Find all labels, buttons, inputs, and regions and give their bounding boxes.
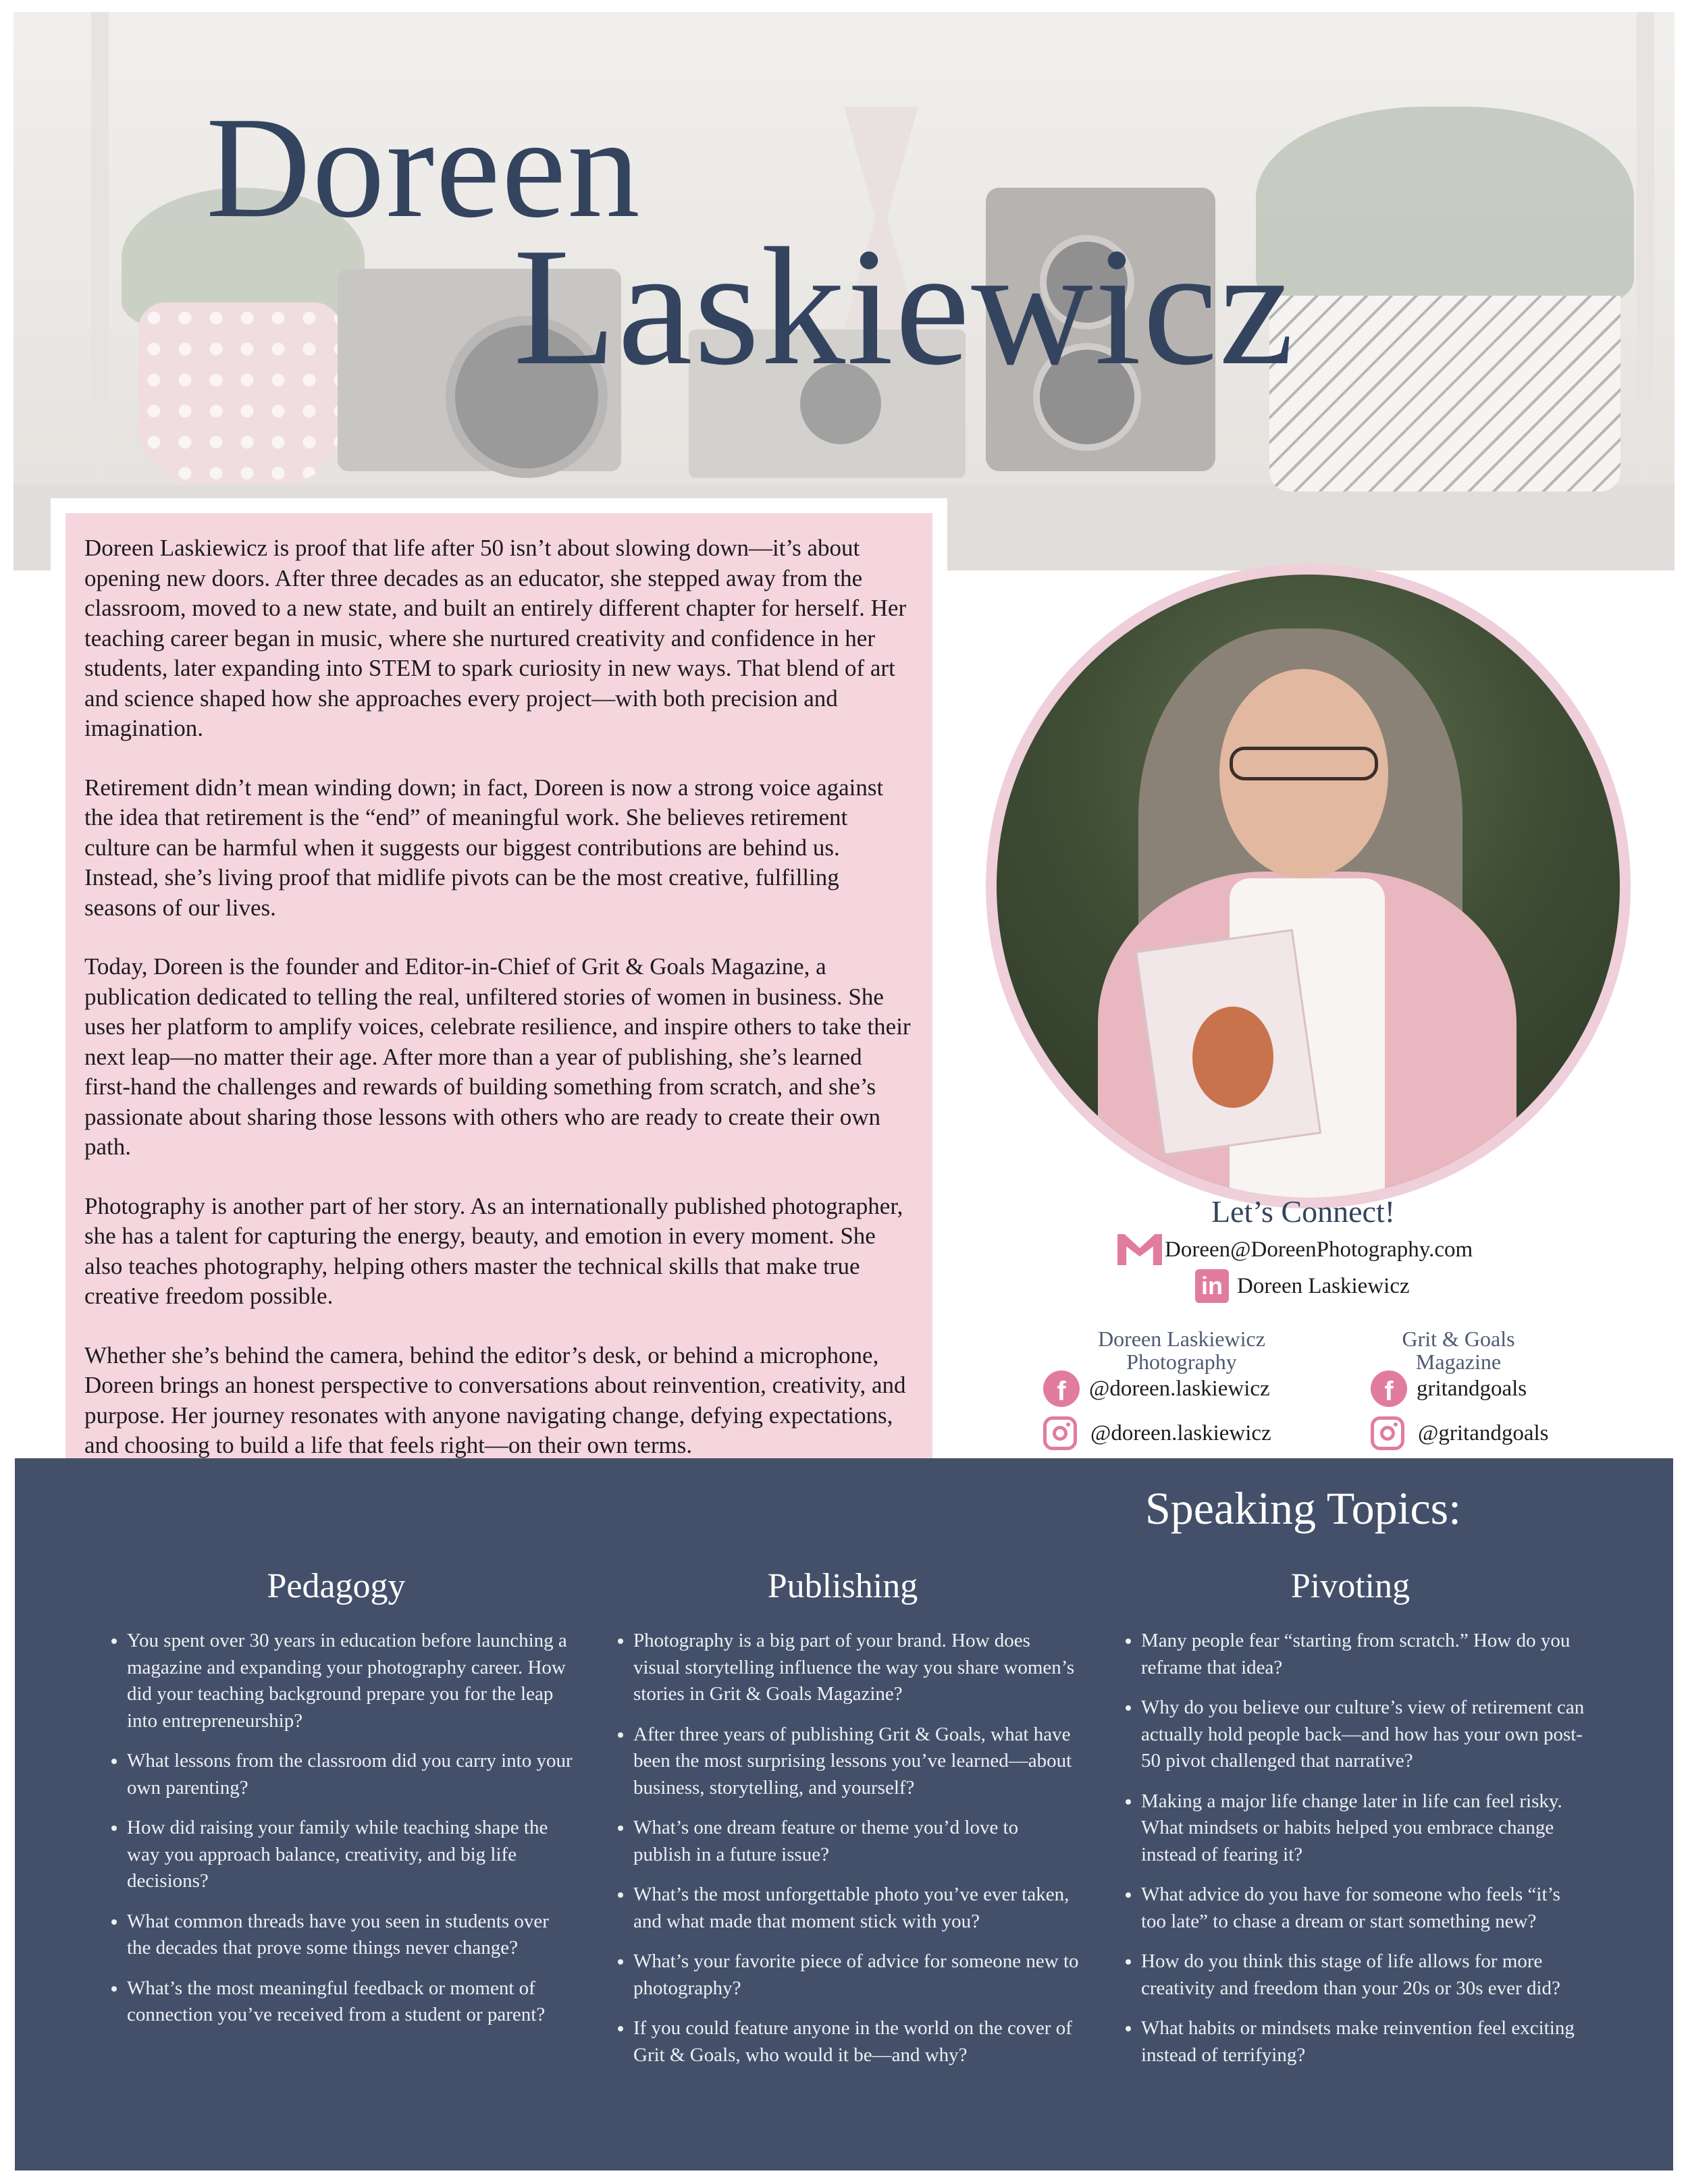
facebook-handle: @doreen.laskiewicz <box>1089 1376 1270 1401</box>
topic-item: • What common threads have you seen in students over the decades that prove some things never change? <box>127 1909 573 1962</box>
topic-item: • How do you think this stage of life allows for more creativity and freedom than your 20s or 30s ever did? <box>1141 1948 1587 2002</box>
topic-column-pivoting <box>1114 1566 1587 2082</box>
portrait-frame <box>986 564 1631 1208</box>
instagram-handle: @doreen.laskiewicz <box>1090 1420 1271 1445</box>
bio-paragraph: Today, Doreen is the founder and Editor-in-Chief of Grit & Goals Magazine, a publication dedicated to telling the real, unfiltered stories of women in business. She uses her platform to amplify voices, celebrate resilience, and inspire others to take their next leap—no matter their age. After more than a year of publishing, she’s learned first-hand the challenges and rewards of building something from scratch, and she’s passionate about sharing those lessons with others who are ready to create their own path. <box>84 953 911 1160</box>
instagram-icon <box>1371 1416 1404 1450</box>
bio-paragraph: Whether she’s behind the camera, behind the editor’s desk, or behind a microphone, Doreen brings an honest perspective to conversations about reinvention, creativity, and purpose. Her journey resonates with anyone navigating change, defying expectations, and choosing to build a life that feels right—on their own terms. <box>84 1341 906 1458</box>
magazine-facebook-link[interactable] <box>1371 1370 1527 1407</box>
topic-item: • Why do you believe our culture’s view of retirement can actually hold people back—and how has your own post-50 pivot challenged that narrative? <box>1141 1695 1587 1775</box>
topic-item: • How did raising your family while teaching shape the way you approach balance, creativity, and big life decisions? <box>127 1815 573 1895</box>
portrait-glasses <box>1230 747 1378 780</box>
magazine-cover-photo <box>1192 1007 1273 1108</box>
facebook-handle: gritandgoals <box>1417 1376 1527 1401</box>
photography-instagram-link[interactable] <box>1043 1416 1271 1450</box>
topic-column-pedagogy <box>100 1566 573 2042</box>
facebook-icon: f <box>1043 1370 1080 1407</box>
bio-text-panel <box>65 513 932 1510</box>
topic-list <box>1114 1628 1587 2069</box>
topic-item: • What lessons from the classroom did you carry into your own parenting? <box>127 1748 573 1801</box>
speaking-topics-title: Speaking Topics: <box>1144 1483 1462 1534</box>
topic-heading: Pedagogy <box>267 1567 406 1605</box>
topic-item: • Photography is a big part of your brand. How does visual storytelling influence the way you share women’s stories in Grit & Goals Magazine? <box>633 1628 1079 1708</box>
topic-item: • What habits or mindsets make reinvention feel exciting instead of terrifying? <box>1141 2015 1587 2069</box>
topic-list <box>606 1628 1079 2069</box>
email-link[interactable] <box>1117 1234 1473 1265</box>
topic-item: • What’s the most unforgettable photo you’ve ever taken, and what made that moment stick with you? <box>633 1882 1079 1935</box>
bio-card <box>51 498 947 1524</box>
instagram-handle: @gritandgoals <box>1418 1420 1549 1445</box>
topic-list <box>100 1628 573 2029</box>
topic-item: • What’s your favorite piece of advice for someone new to photography? <box>633 1948 1079 2002</box>
topic-item: • If you could feature anyone in the world on the cover of Grit & Goals, who would it be—and why? <box>633 2015 1079 2069</box>
topic-item: • After three years of publishing Grit & Goals, what have been the most surprising lessons you’ve learned—about business, storytelling, and yourself? <box>633 1722 1079 1802</box>
magazine-instagram-link[interactable] <box>1371 1416 1549 1450</box>
bio-paragraph: Photography is another part of her story. As an internationally published photographer, she has a talent for capturing the energy, beauty, and emotion in every moment. She also teaches photography, helping others master the technical skills that make true creative freedom possible. <box>84 1192 903 1309</box>
topic-item: • What’s one dream feature or theme you’d love to publish in a future issue? <box>633 1815 1079 1868</box>
email-address: Doreen@DoreenPhotography.com <box>1165 1237 1473 1262</box>
topic-heading: Pivoting <box>1290 1567 1410 1605</box>
magazine-social-heading: Grit & Goals Magazine <box>1402 1327 1515 1374</box>
linkedin-name: Doreen Laskiewicz <box>1237 1273 1410 1298</box>
photography-facebook-link[interactable] <box>1043 1370 1270 1407</box>
topic-item: • What advice do you have for someone who feels “it’s too late” to chase a dream or start something new? <box>1141 1882 1587 1935</box>
topic-heading: Publishing <box>767 1567 918 1605</box>
topic-item: • Many people fear “starting from scratch.” How do you reframe that idea? <box>1141 1628 1587 1681</box>
linkedin-icon: in <box>1195 1269 1229 1303</box>
topic-item: • Making a major life change later in life can feel risky. What mindsets or habits helped you embrace change instead of fearing it? <box>1141 1788 1587 1869</box>
gmail-icon <box>1117 1234 1162 1265</box>
connect-title: Let’s Connect! <box>1211 1194 1396 1229</box>
photography-social-heading: Doreen Laskiewicz Photography <box>1098 1327 1265 1374</box>
topic-item: • What’s the most meaningful feedback or moment of connection you’ve received from a student or parent? <box>127 1975 573 2029</box>
facebook-icon: f <box>1371 1370 1407 1407</box>
topic-item: • You spent over 30 years in education before launching a magazine and expanding your photography career. How did your teaching background prepare you for the leap into entrepreneurship? <box>127 1628 573 1734</box>
instagram-icon <box>1043 1416 1077 1450</box>
linkedin-link[interactable] <box>1195 1269 1410 1303</box>
name-first: Doreen <box>206 86 641 248</box>
bio-paragraph: Doreen Laskiewicz is proof that life after 50 isn’t about slowing down—it’s about opening new doors. After three decades as an educator, she stepped away from the classroom, moved to a new state, and built an entirely different chapter for herself. Her teaching career began in music, where she nurtured creativity and confidence in her students, later expanding into STEM to spark curiosity in new ways. That blend of art and science shaped how she approaches every project—with both precision and imagination. <box>84 535 907 741</box>
name-last: Laskiewicz <box>513 213 1296 400</box>
topic-column-publishing <box>606 1566 1079 2082</box>
portrait-photo <box>997 575 1620 1198</box>
bio-paragraph: Retirement didn’t mean winding down; in fact, Doreen is now a strong voice against the idea that retirement is the “end” of meaningful work. She believes retirement culture can be harmful when it suggests our biggest contributions are behind us. Instead, she’s living proof that midlife pivots can be the most creative, fulfilling seasons of our lives. <box>84 774 884 921</box>
